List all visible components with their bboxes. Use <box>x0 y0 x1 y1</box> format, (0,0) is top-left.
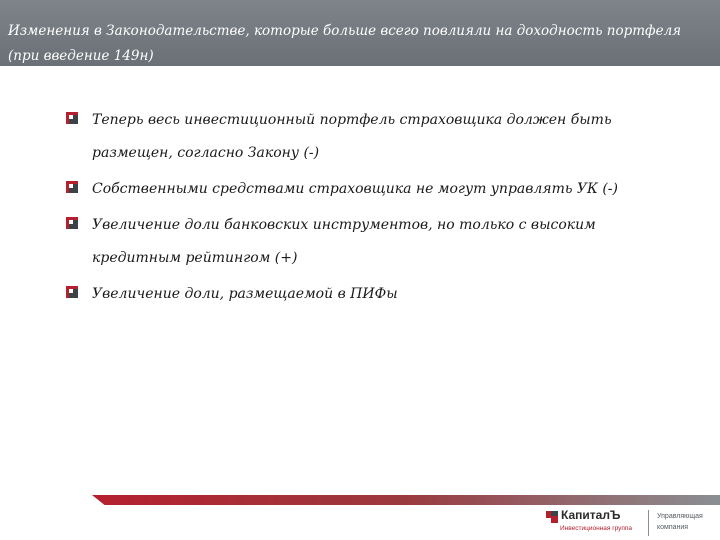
company-type <box>657 511 717 533</box>
bullet-item <box>66 104 626 170</box>
bullet-square-icon <box>66 112 78 124</box>
bullet-text: Увеличение доли, размещаемой в ПИФы <box>92 286 398 302</box>
bullet-item <box>66 173 626 206</box>
footer-divider <box>648 510 649 536</box>
bullet-square-icon <box>66 217 78 229</box>
footer-accent-bar <box>92 495 720 505</box>
bullet-text: Увеличение доли банковских инструментов, но только с высоким кредитным рейтингом (+) <box>92 217 596 266</box>
company-type-line2: компания <box>657 524 689 531</box>
bullet-item <box>66 278 626 311</box>
bullet-item <box>66 209 626 275</box>
bullet-list <box>66 104 626 311</box>
bullet-text: Теперь весь инвестиционный портфель страховщика должен быть размещен, согласно Закону (-) <box>92 112 612 161</box>
logo-subtitle: Инвестиционная группа <box>560 525 633 532</box>
logo-name: КапиталЪ <box>561 508 621 522</box>
bullet-text: Собственными средствами страховщика не могут управлять УК (-) <box>92 181 618 197</box>
slide-title: Изменения в Законодательстве, которые больше всего повлияли на доходность портфеля (при введение 149н) <box>8 23 682 64</box>
bullet-square-icon <box>66 181 78 193</box>
company-type-line1: Управляющая <box>657 513 703 520</box>
slide-header <box>0 0 720 66</box>
bullet-square-icon <box>66 286 78 298</box>
company-logo <box>546 508 646 538</box>
logo-mark-icon <box>546 511 558 523</box>
